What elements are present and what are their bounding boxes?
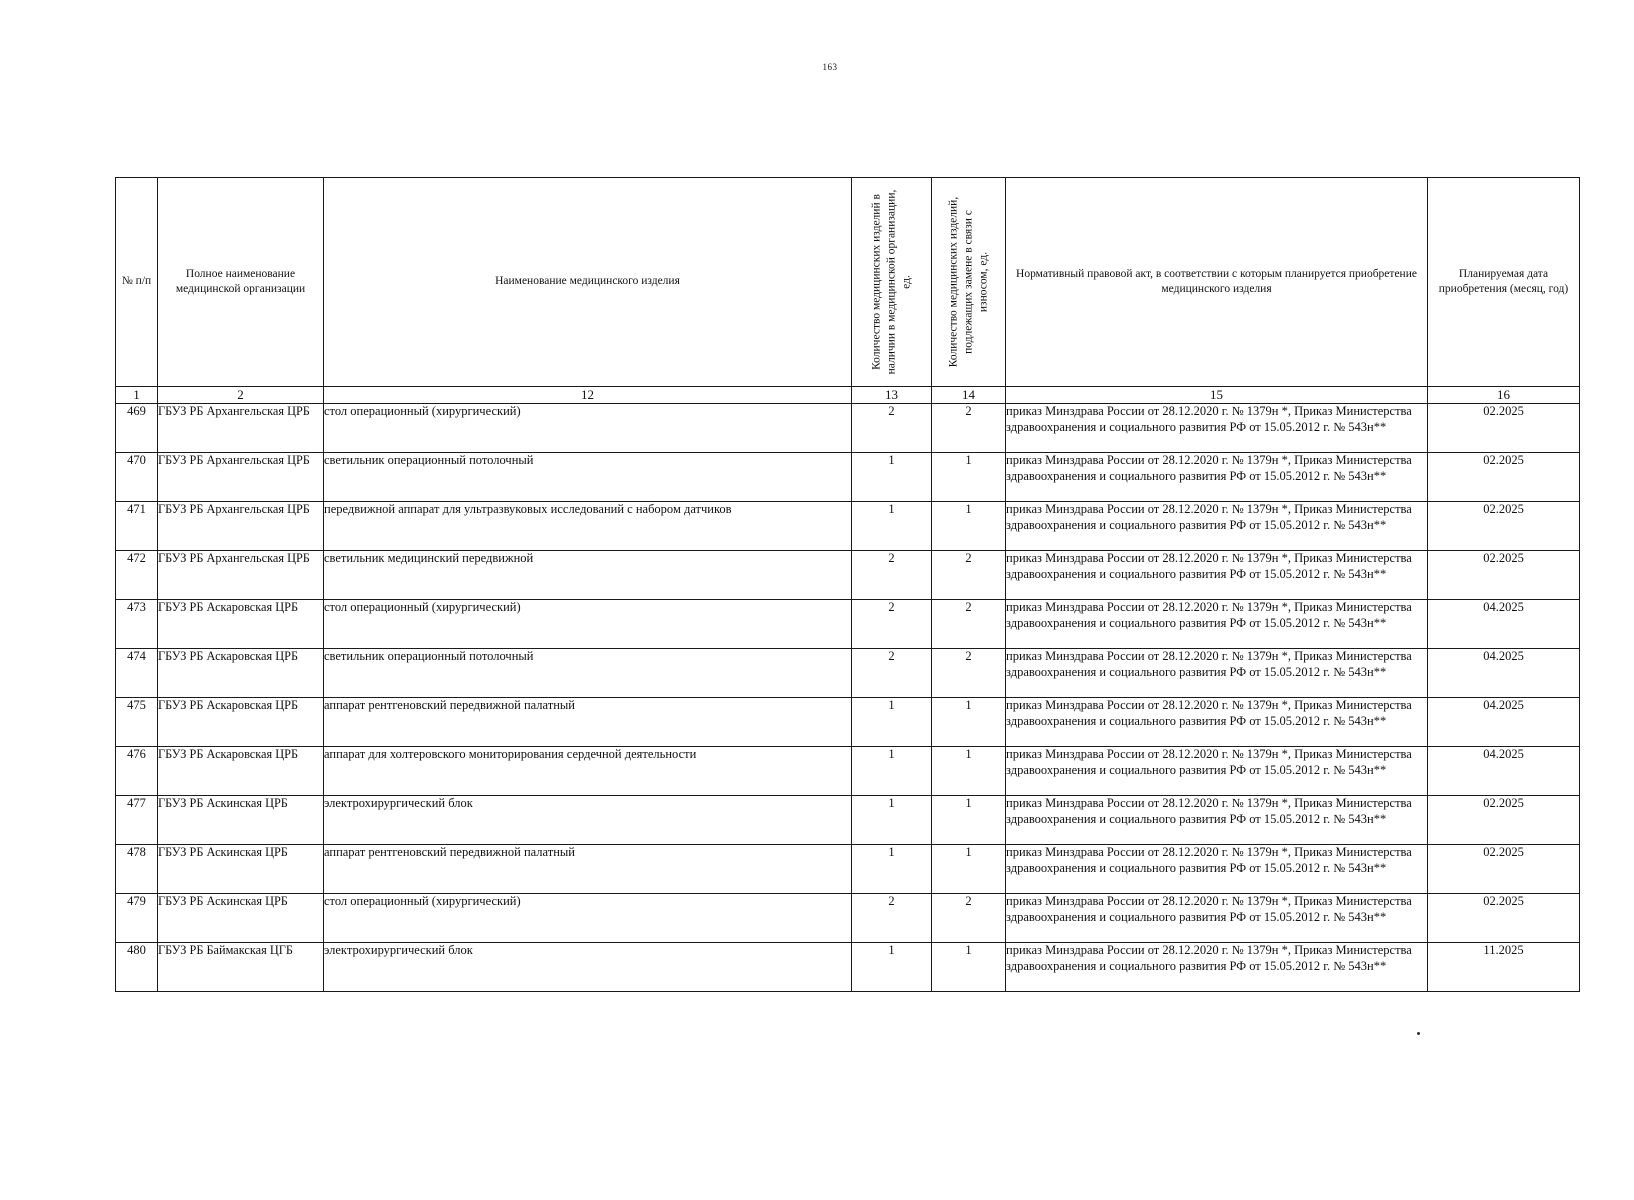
- row-planned-date: 02.2025: [1428, 894, 1580, 943]
- row-legal-act: приказ Минздрава России от 28.12.2020 г. № 1379н *, Приказ Министерства здравоохранения и социального развития РФ от 15.05.2012 г. № 543н**: [1006, 698, 1428, 747]
- table-row: [116, 502, 1580, 551]
- column-number: 2: [158, 387, 324, 404]
- column-number: 15: [1006, 387, 1428, 404]
- row-number: 478: [116, 845, 158, 894]
- row-organization: ГБУЗ РБ Аскаровская ЦРБ: [158, 600, 324, 649]
- column-number: 1: [116, 387, 158, 404]
- row-device-name: аппарат рентгеновский передвижной палатный: [324, 845, 852, 894]
- row-available-qty: 2: [852, 894, 932, 943]
- row-legal-act: приказ Минздрава России от 28.12.2020 г. № 1379н *, Приказ Министерства здравоохранения и социального развития РФ от 15.05.2012 г. № 543н**: [1006, 600, 1428, 649]
- row-legal-act: приказ Минздрава России от 28.12.2020 г. № 1379н *, Приказ Министерства здравоохранения и социального развития РФ от 15.05.2012 г. № 543н**: [1006, 502, 1428, 551]
- table-row: [116, 649, 1580, 698]
- row-organization: ГБУЗ РБ Аскинская ЦРБ: [158, 894, 324, 943]
- row-planned-date: 02.2025: [1428, 796, 1580, 845]
- table-row: [116, 845, 1580, 894]
- row-planned-date: 04.2025: [1428, 600, 1580, 649]
- table-row: [116, 453, 1580, 502]
- row-replace-qty: 1: [932, 845, 1006, 894]
- row-replace-qty: 1: [932, 698, 1006, 747]
- row-legal-act: приказ Минздрава России от 28.12.2020 г. № 1379н *, Приказ Министерства здравоохранения и социального развития РФ от 15.05.2012 г. № 543н**: [1006, 453, 1428, 502]
- table-row: [116, 698, 1580, 747]
- header-available-qty: [852, 178, 932, 387]
- row-number: 479: [116, 894, 158, 943]
- row-available-qty: 2: [852, 649, 932, 698]
- stray-mark: [1417, 1032, 1420, 1035]
- row-planned-date: 02.2025: [1428, 845, 1580, 894]
- column-numbers-row: [116, 387, 1580, 404]
- row-organization: ГБУЗ РБ Архангельская ЦРБ: [158, 502, 324, 551]
- table-header-row: [116, 178, 1580, 387]
- row-organization: ГБУЗ РБ Архангельская ЦРБ: [158, 404, 324, 453]
- row-legal-act: приказ Минздрава России от 28.12.2020 г. № 1379н *, Приказ Министерства здравоохранения и социального развития РФ от 15.05.2012 г. № 543н**: [1006, 943, 1428, 992]
- row-available-qty: 2: [852, 600, 932, 649]
- row-planned-date: 04.2025: [1428, 698, 1580, 747]
- row-organization: ГБУЗ РБ Аскинская ЦРБ: [158, 796, 324, 845]
- row-available-qty: 2: [852, 551, 932, 600]
- header-replace-qty: [932, 178, 1006, 387]
- row-available-qty: 2: [852, 404, 932, 453]
- row-number: 476: [116, 747, 158, 796]
- row-replace-qty: 1: [932, 453, 1006, 502]
- row-device-name: электрохирургический блок: [324, 943, 852, 992]
- header-planned-date: Планируемая дата приобретения (месяц, год): [1428, 178, 1580, 387]
- header-replace-qty-text: Количество медицинских изделий, подлежащих замене в связи с износом, ед.: [947, 196, 989, 368]
- row-legal-act: приказ Минздрава России от 28.12.2020 г. № 1379н *, Приказ Министерства здравоохранения и социального развития РФ от 15.05.2012 г. № 543н**: [1006, 796, 1428, 845]
- column-number: 16: [1428, 387, 1580, 404]
- row-number: 471: [116, 502, 158, 551]
- column-number: 14: [932, 387, 1006, 404]
- table-body: [116, 404, 1580, 992]
- row-number: 474: [116, 649, 158, 698]
- row-planned-date: 04.2025: [1428, 649, 1580, 698]
- row-replace-qty: 2: [932, 404, 1006, 453]
- row-device-name: стол операционный (хирургический): [324, 894, 852, 943]
- table-row: [116, 894, 1580, 943]
- row-available-qty: 1: [852, 502, 932, 551]
- column-number: 12: [324, 387, 852, 404]
- row-available-qty: 1: [852, 747, 932, 796]
- table-row: [116, 600, 1580, 649]
- row-legal-act: приказ Минздрава России от 28.12.2020 г. № 1379н *, Приказ Министерства здравоохранения и социального развития РФ от 15.05.2012 г. № 543н**: [1006, 894, 1428, 943]
- row-organization: ГБУЗ РБ Аскинская ЦРБ: [158, 845, 324, 894]
- row-number: 477: [116, 796, 158, 845]
- row-planned-date: 02.2025: [1428, 404, 1580, 453]
- row-number: 472: [116, 551, 158, 600]
- row-legal-act: приказ Минздрава России от 28.12.2020 г. № 1379н *, Приказ Министерства здравоохранения и социального развития РФ от 15.05.2012 г. № 543н**: [1006, 845, 1428, 894]
- column-number: 13: [852, 387, 932, 404]
- row-planned-date: 02.2025: [1428, 453, 1580, 502]
- row-replace-qty: 2: [932, 649, 1006, 698]
- row-device-name: светильник операционный потолочный: [324, 649, 852, 698]
- row-organization: ГБУЗ РБ Баймакская ЦГБ: [158, 943, 324, 992]
- row-device-name: светильник медицинский передвижной: [324, 551, 852, 600]
- row-device-name: стол операционный (хирургический): [324, 404, 852, 453]
- row-organization: ГБУЗ РБ Аскаровская ЦРБ: [158, 698, 324, 747]
- header-number: № п/п: [116, 178, 158, 387]
- row-replace-qty: 1: [932, 796, 1006, 845]
- row-replace-qty: 2: [932, 600, 1006, 649]
- page-number: 163: [822, 62, 838, 72]
- row-replace-qty: 1: [932, 502, 1006, 551]
- row-planned-date: 11.2025: [1428, 943, 1580, 992]
- row-planned-date: 04.2025: [1428, 747, 1580, 796]
- row-legal-act: приказ Минздрава России от 28.12.2020 г. № 1379н *, Приказ Министерства здравоохранения и социального развития РФ от 15.05.2012 г. № 543н**: [1006, 404, 1428, 453]
- row-device-name: электрохирургический блок: [324, 796, 852, 845]
- table-row: [116, 943, 1580, 992]
- row-planned-date: 02.2025: [1428, 551, 1580, 600]
- row-legal-act: приказ Минздрава России от 28.12.2020 г. № 1379н *, Приказ Министерства здравоохранения и социального развития РФ от 15.05.2012 г. № 543н**: [1006, 551, 1428, 600]
- row-device-name: аппарат рентгеновский передвижной палатный: [324, 698, 852, 747]
- header-organization: Полное наименование медицинской организации: [158, 178, 324, 387]
- row-device-name: передвижной аппарат для ультразвуковых исследований с набором датчиков: [324, 502, 852, 551]
- row-number: 470: [116, 453, 158, 502]
- medical-devices-table: [115, 177, 1580, 992]
- row-available-qty: 1: [852, 845, 932, 894]
- row-replace-qty: 2: [932, 894, 1006, 943]
- table-row: [116, 404, 1580, 453]
- row-available-qty: 1: [852, 698, 932, 747]
- row-planned-date: 02.2025: [1428, 502, 1580, 551]
- header-available-qty-text: Количество медицинских изделий в наличии в медицинской организации, ед.: [870, 189, 912, 375]
- row-device-name: светильник операционный потолочный: [324, 453, 852, 502]
- table-row: [116, 551, 1580, 600]
- row-organization: ГБУЗ РБ Аскаровская ЦРБ: [158, 649, 324, 698]
- row-device-name: стол операционный (хирургический): [324, 600, 852, 649]
- row-available-qty: 1: [852, 943, 932, 992]
- header-device-name: Наименование медицинского изделия: [324, 178, 852, 387]
- row-replace-qty: 2: [932, 551, 1006, 600]
- row-organization: ГБУЗ РБ Аскаровская ЦРБ: [158, 747, 324, 796]
- row-replace-qty: 1: [932, 943, 1006, 992]
- row-available-qty: 1: [852, 796, 932, 845]
- row-legal-act: приказ Минздрава России от 28.12.2020 г. № 1379н *, Приказ Министерства здравоохранения и социального развития РФ от 15.05.2012 г. № 543н**: [1006, 747, 1428, 796]
- row-replace-qty: 1: [932, 747, 1006, 796]
- row-legal-act: приказ Минздрава России от 28.12.2020 г. № 1379н *, Приказ Министерства здравоохранения и социального развития РФ от 15.05.2012 г. № 543н**: [1006, 649, 1428, 698]
- table-row: [116, 747, 1580, 796]
- row-organization: ГБУЗ РБ Архангельская ЦРБ: [158, 551, 324, 600]
- row-available-qty: 1: [852, 453, 932, 502]
- row-number: 475: [116, 698, 158, 747]
- row-device-name: аппарат для холтеровского мониторирования сердечной деятельности: [324, 747, 852, 796]
- row-organization: ГБУЗ РБ Архангельская ЦРБ: [158, 453, 324, 502]
- row-number: 469: [116, 404, 158, 453]
- header-legal-act: Нормативный правовой акт, в соответствии с которым планируется приобретение медицинского изделия: [1006, 178, 1428, 387]
- row-number: 480: [116, 943, 158, 992]
- table-row: [116, 796, 1580, 845]
- row-number: 473: [116, 600, 158, 649]
